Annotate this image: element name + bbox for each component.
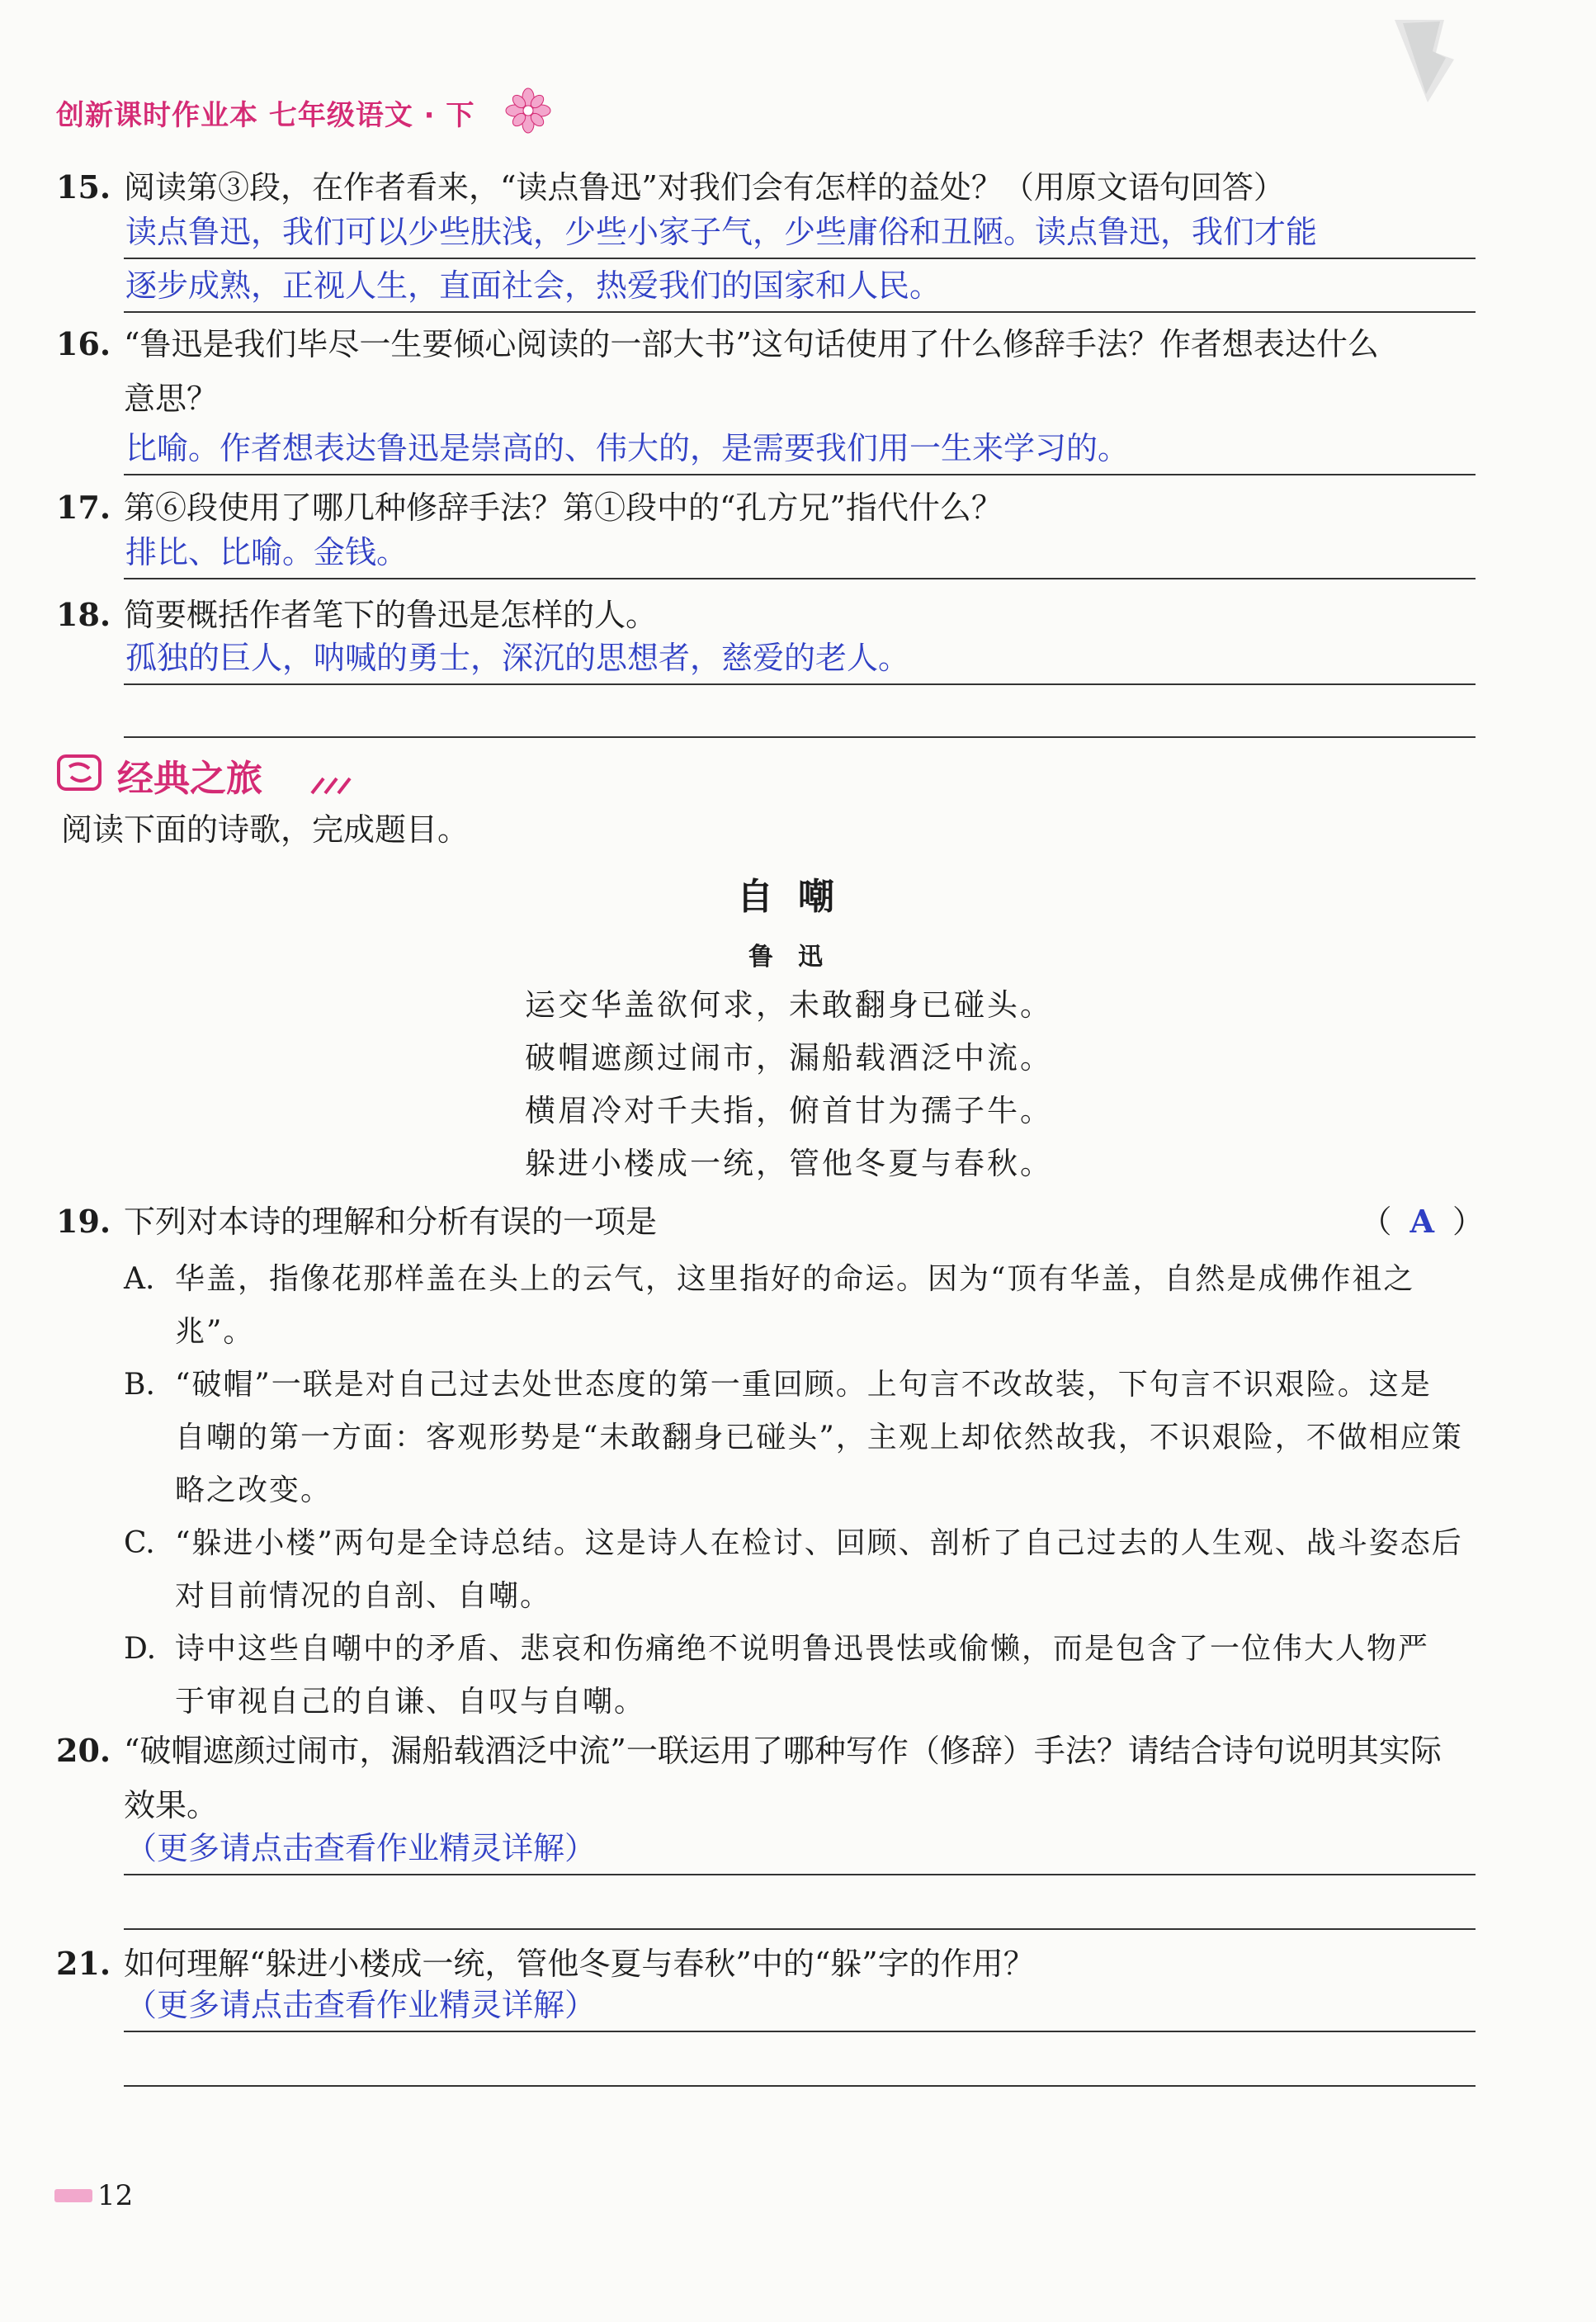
option-text-line: 于审视自己的自谦、自叹与自嘲。: [175, 1685, 646, 1719]
blank-answer-line: [124, 1927, 1476, 1930]
question-text: 如何理解“躲进小楼成一统，管他冬夏与春秋”中的“躲”字的作用？: [124, 1946, 1035, 1982]
blank-answer-line: [124, 2083, 1476, 2087]
flower-icon: [505, 87, 551, 134]
poem-line: 横眉冷对千夫指，俯首甘为孺子牛。: [525, 1093, 1053, 1128]
question-number: 17.: [56, 489, 111, 526]
section-decoration-icon: [304, 772, 361, 797]
page-header-title: 创新课时作业本 七年级语文 · 下: [56, 99, 475, 132]
question-text: 第⑥段使用了哪几种修辞手法？第①段中的“孔方兄”指代什么？: [124, 489, 1003, 526]
option-text-line: 对目前情况的自剖、自嘲。: [175, 1579, 552, 1613]
question-number: 19.: [56, 1203, 111, 1240]
question-text-line: 效果。: [124, 1787, 219, 1823]
poem-line: 运交华盖欲何求，未敢翻身已碰头。: [525, 987, 1053, 1023]
option-text-line: 兆”。: [175, 1315, 255, 1349]
question-text-line: “破帽遮颜过闹市，漏船载酒泛中流”一联运用了哪种写作（修辞）手法？请结合诗句说明其实际: [124, 1733, 1442, 1769]
option-text-line: “躲进小楼”两句是全诗总结。这是诗人在检讨、回顾、剖析了自己过去的人生观、战斗姿态后: [175, 1526, 1463, 1560]
footer-decoration: [54, 2189, 92, 2202]
question-text-line: 意思？: [124, 381, 219, 417]
bracket-close: ）: [1452, 1204, 1484, 1240]
question-text: 下列对本诗的理解和分析有误的一项是: [124, 1204, 658, 1240]
option-letter: B.: [124, 1368, 155, 1402]
answer-link-more[interactable]: （更多请点击查看作业精灵详解）: [124, 1979, 1476, 2032]
option-d: [124, 1623, 1484, 1728]
bracket-open: （: [1360, 1204, 1392, 1240]
section-book-icon: [56, 752, 106, 793]
answer-line: 排比、比喻。金钱。: [124, 527, 1476, 579]
answer-line: 比喻。作者想表达鲁迅是崇高的、伟大的，是需要我们用一生来学习的。: [124, 423, 1476, 475]
option-letter: A.: [124, 1262, 155, 1296]
option-letter: C.: [124, 1526, 155, 1560]
option-text-line: “破帽”一联是对自己过去处世态度的第一重回顾。上句言不改故装，下句言不识艰险。这是: [175, 1368, 1432, 1402]
question-number: 16.: [56, 325, 111, 362]
section-intro: 阅读下面的诗歌，完成题目。: [61, 811, 470, 848]
option-letter: D.: [124, 1632, 157, 1666]
question-number: 18.: [56, 596, 111, 633]
option-c: [124, 1517, 1484, 1623]
poem-line: 破帽遮颜过闹市，漏船载酒泛中流。: [525, 1040, 1053, 1076]
section-title: 经典之旅: [117, 758, 262, 800]
answer-line: 读点鲁迅，我们可以少些肤浅，少些小家子气，少些庸俗和丑陋。读点鲁迅，我们才能: [124, 206, 1476, 259]
question-number: 21.: [56, 1945, 111, 1982]
page-fold-decoration: [1395, 20, 1469, 111]
question-19: [56, 1197, 1484, 1246]
answer-link-more[interactable]: （更多请点击查看作业精灵详解）: [124, 1823, 1476, 1875]
option-b: [124, 1359, 1484, 1517]
question-20: [56, 1724, 1484, 1833]
poem-title: 自嘲: [737, 876, 859, 918]
question-number: 20.: [56, 1732, 111, 1769]
option-text-line: 诗中这些自嘲中的矛盾、悲哀和伤痛绝不说明鲁迅畏怯或偷懒，而是包含了一位伟大人物严: [175, 1632, 1430, 1666]
answer-line: 孤独的巨人，呐喊的勇士，深沉的思想者，慈爱的老人。: [124, 632, 1476, 685]
option-text-line: 自嘲的第一方面：客观形势是“未敢翻身已碰头”，主观上却依然故我，不识艰险，不做相应策: [175, 1421, 1463, 1454]
blank-answer-line: [124, 735, 1476, 738]
question-text-line: “鲁迅是我们毕尽一生要倾心阅读的一部大书”这句话使用了什么修辞手法？作者想表达什么: [124, 326, 1379, 362]
option-text-line: 略之改变。: [175, 1473, 333, 1507]
choice-answer: A: [1409, 1203, 1434, 1240]
answer-bracket: [1360, 1197, 1484, 1246]
question-number: 15.: [56, 168, 111, 206]
poem-line: 躲进小楼成一统，管他冬夏与春秋。: [525, 1146, 1053, 1181]
option-text-line: 华盖，指像花那样盖在头上的云气，这里指好的命运。因为“顶有华盖，自然是成佛作祖之: [175, 1262, 1415, 1296]
question-text: 简要概括作者笔下的鲁迅是怎样的人。: [124, 597, 658, 633]
answer-line: 逐步成熟，正视人生，直面社会，热爱我们的国家和人民。: [124, 260, 1476, 313]
question-text: 阅读第③段，在作者看来，“读点鲁迅”对我们会有怎样的益处？（用原文语句回答）: [124, 169, 1285, 206]
poem-author: 鲁迅: [748, 943, 848, 972]
page-number: 12: [97, 2179, 134, 2212]
option-a: [124, 1253, 1484, 1359]
question-16: [56, 317, 1484, 426]
